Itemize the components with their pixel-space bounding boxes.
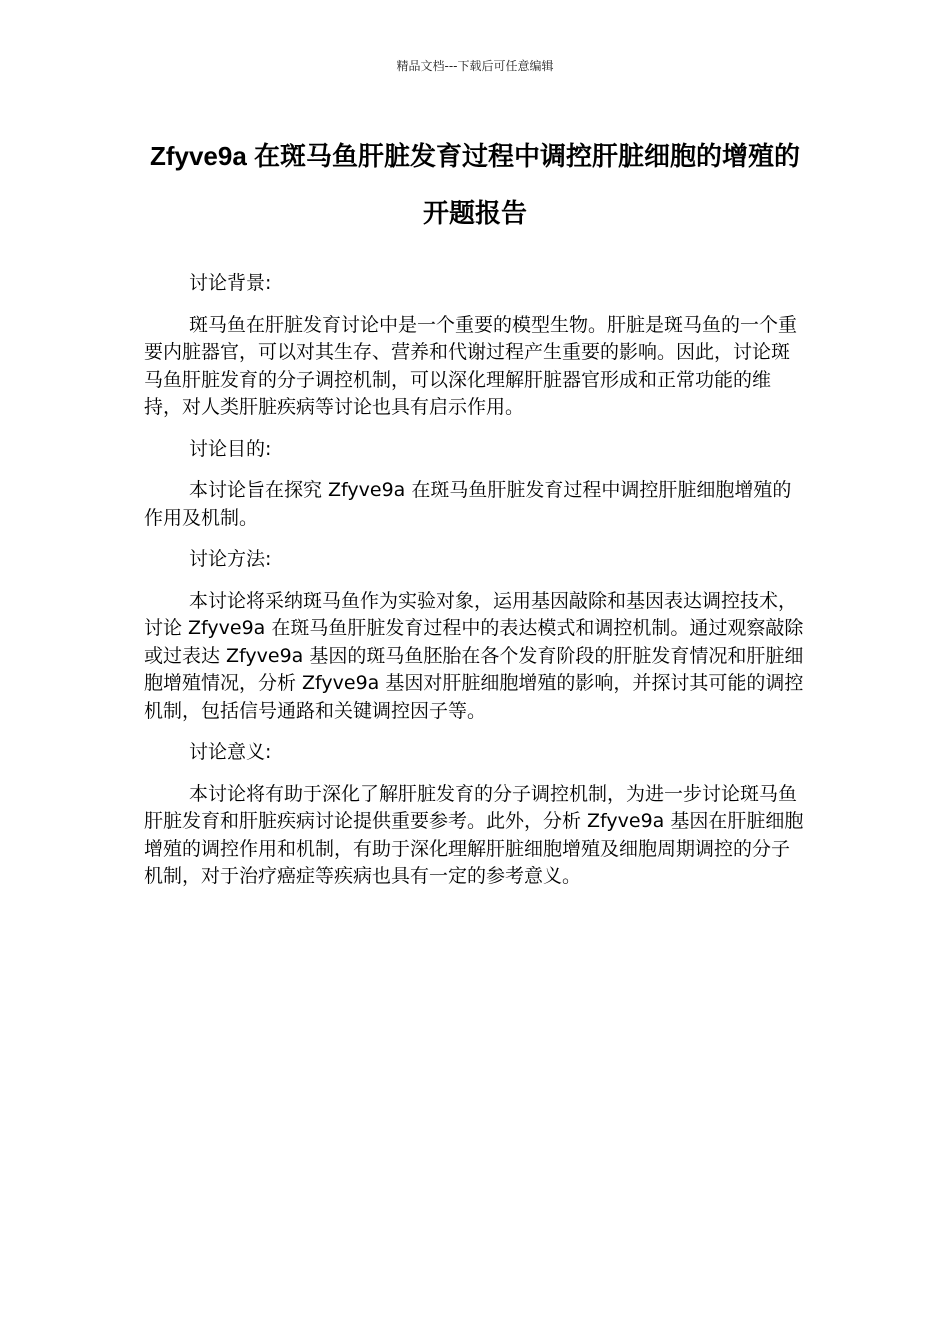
- section-body-significance: 本讨论将有助于深化了解肝脏发育的分子调控机制，为进一步讨论斑马鱼肝脏发育和肝脏疾病讨论提供重要参考。此外，分析 Zfyve9a 基因在肝脏细胞增殖的调控作用和机制，有助于深化理解肝脏细胞增殖及细胞周期调控的分子机制，对于治疗癌症等疾病也具有一定的参考意义。: [144, 782, 804, 887]
- section-body-purpose: 本讨论旨在探究 Zfyve9a 在斑马鱼肝脏发育过程中调控肝脏细胞增殖的作用及机制。: [144, 479, 792, 529]
- section-body-methods: 本讨论将采纳斑马鱼作为实验对象，运用基因敲除和基因表达调控技术，讨论 Zfyve9a 在斑马鱼肝脏发育过程中的表达模式和调控机制。通过观察敲除或过表达 Zfyve9a 基因的斑马鱼胚胎在各个发育阶段的肝脏发育情况和肝脏细胞增殖情况，分析 Zfyve9a 基因对肝脏细胞增殖的影响，并探讨其可能的调控机制，包括信号通路和关键调控因子等。: [144, 589, 804, 722]
- header-note: 精品文档---下载后可任意编辑: [396, 59, 554, 73]
- section-heading-background: 讨论背景:: [189, 272, 272, 294]
- section-heading-methods: 讨论方法:: [189, 548, 272, 570]
- document-title: Zfyve9a 在斑马鱼肝脏发育过程中调控肝脏细胞的增殖的开题报告: [149, 141, 801, 228]
- section-heading-significance: 讨论意义:: [189, 741, 272, 763]
- section-body-background: 斑马鱼在肝脏发育讨论中是一个重要的模型生物。肝脏是斑马鱼的一个重要内脏器官，可以对其生存、营养和代谢过程产生重要的影响。因此，讨论斑马鱼肝脏发育的分子调控机制，可以深化理解肝脏器官形成和正常功能的维持，对人类肝脏疾病等讨论也具有启示作用。: [144, 313, 798, 418]
- section-heading-purpose: 讨论目的:: [189, 437, 272, 460]
- document-body: [144, 270, 804, 905]
